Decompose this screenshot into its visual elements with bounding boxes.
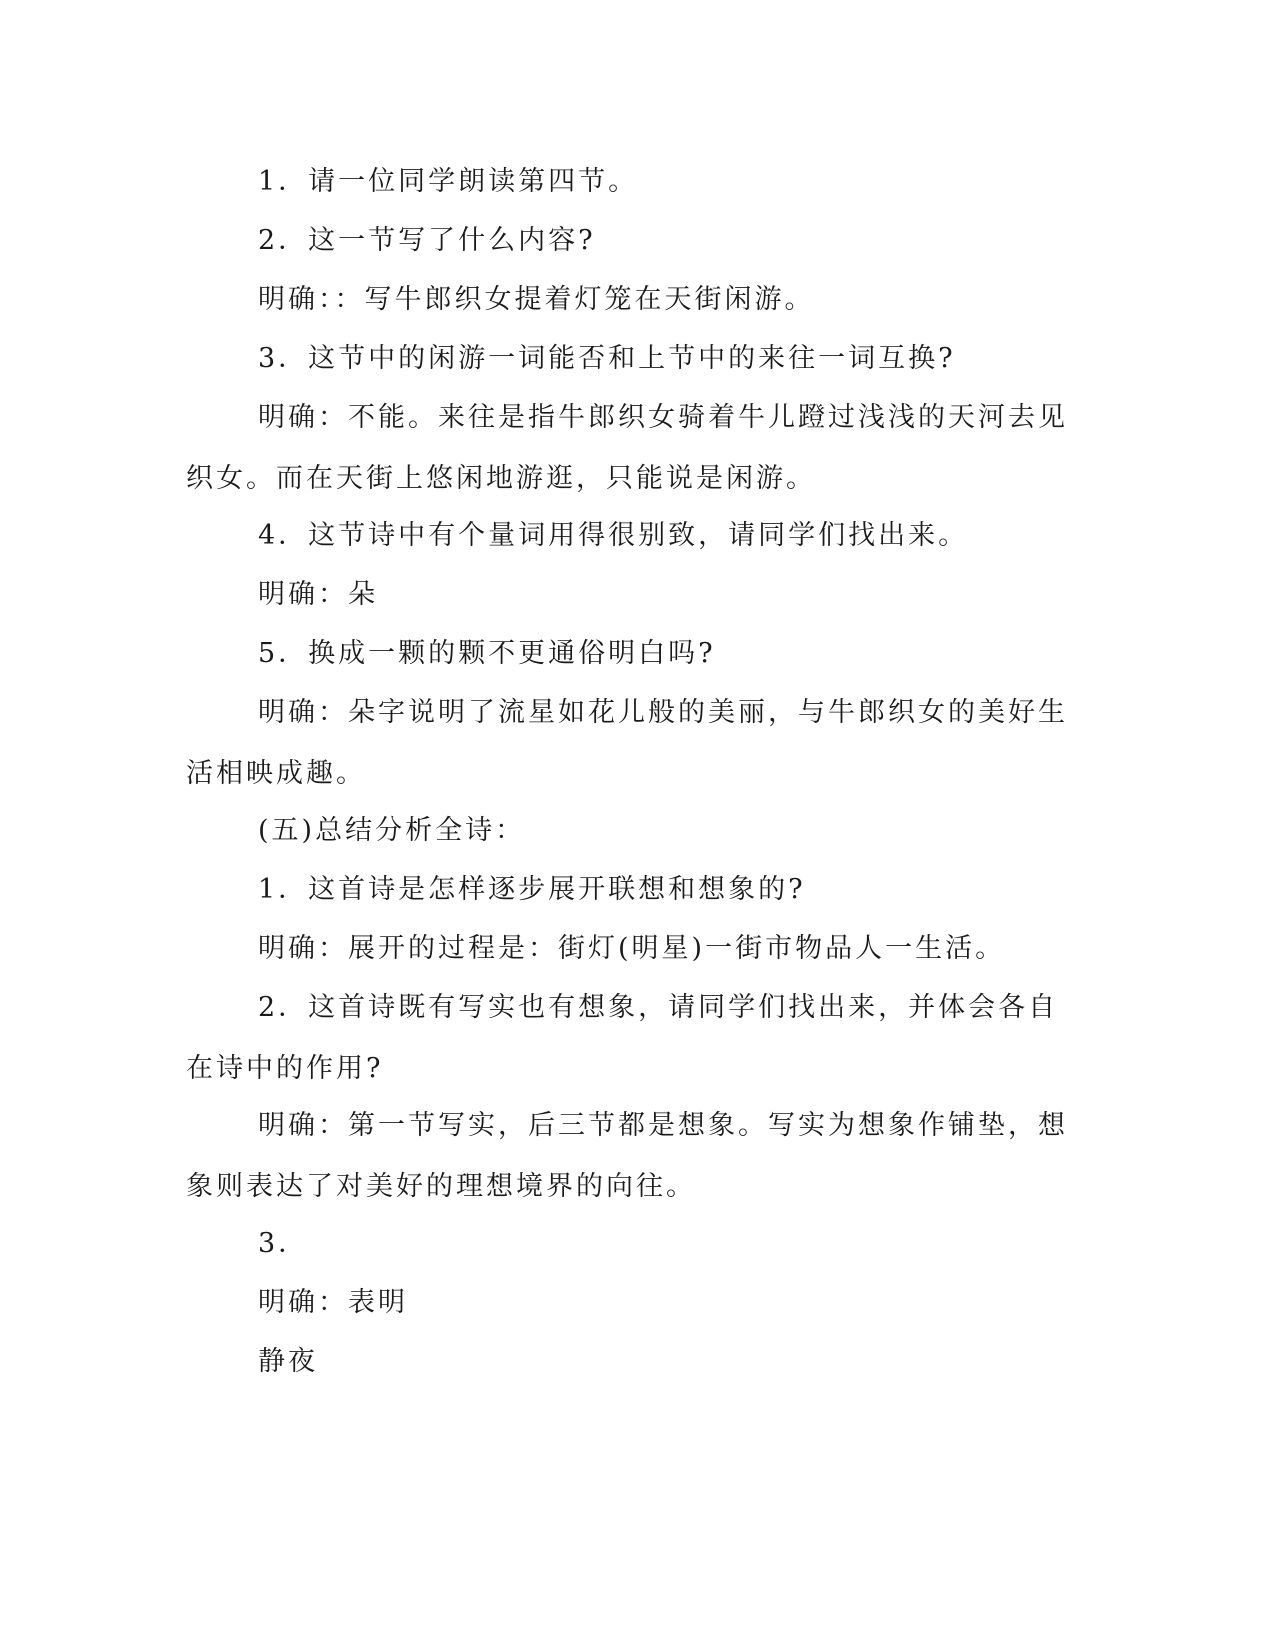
paragraph: 3． — [258, 1228, 309, 1259]
paragraph: 明确：表明 — [258, 1287, 408, 1318]
paragraph: 1．请一位同学朗读第四节。 — [258, 166, 639, 197]
paragraph: 明确：朵字说明了流星如花儿般的美丽，与牛郎织女的美好生活相映成趣。 — [186, 697, 1068, 789]
paragraph: 静夜 — [258, 1346, 318, 1377]
paragraph: 明确：不能。来往是指牛郎织女骑着牛儿蹬过浅浅的天河去见织女。而在天街上悠闲地游逛，只能说是闲游。 — [186, 402, 1068, 494]
paragraph: 明确：展开的过程是：街灯(明星)一街市物品人一生活。 — [258, 933, 1006, 964]
paragraph: 明确：第一节写实，后三节都是想象。写实为想象作铺垫，想象则表达了对美好的理想境界的向往。 — [186, 1110, 1068, 1202]
paragraph: 3．这节中的闲游一词能否和上节中的来往一词互换? — [258, 343, 956, 374]
paragraph: 1．这首诗是怎样逐步展开联想和想象的? — [258, 874, 806, 905]
paragraph: 2．这首诗既有写实也有想象，请同学们找出来，并体会各自在诗中的作用? — [186, 992, 1059, 1084]
section-heading: (五)总结分析全诗： — [258, 815, 526, 846]
paragraph: 4．这节诗中有个量词用得很别致，请同学们找出来。 — [258, 520, 969, 551]
paragraph: 5．换成一颗的颗不更通俗明白吗? — [258, 638, 716, 669]
paragraph: 2．这一节写了什么内容? — [258, 225, 596, 256]
paragraph: 明确：朵 — [258, 579, 378, 610]
paragraph: 明确：：写牛郎织女提着灯笼在天街闲游。 — [258, 284, 815, 315]
